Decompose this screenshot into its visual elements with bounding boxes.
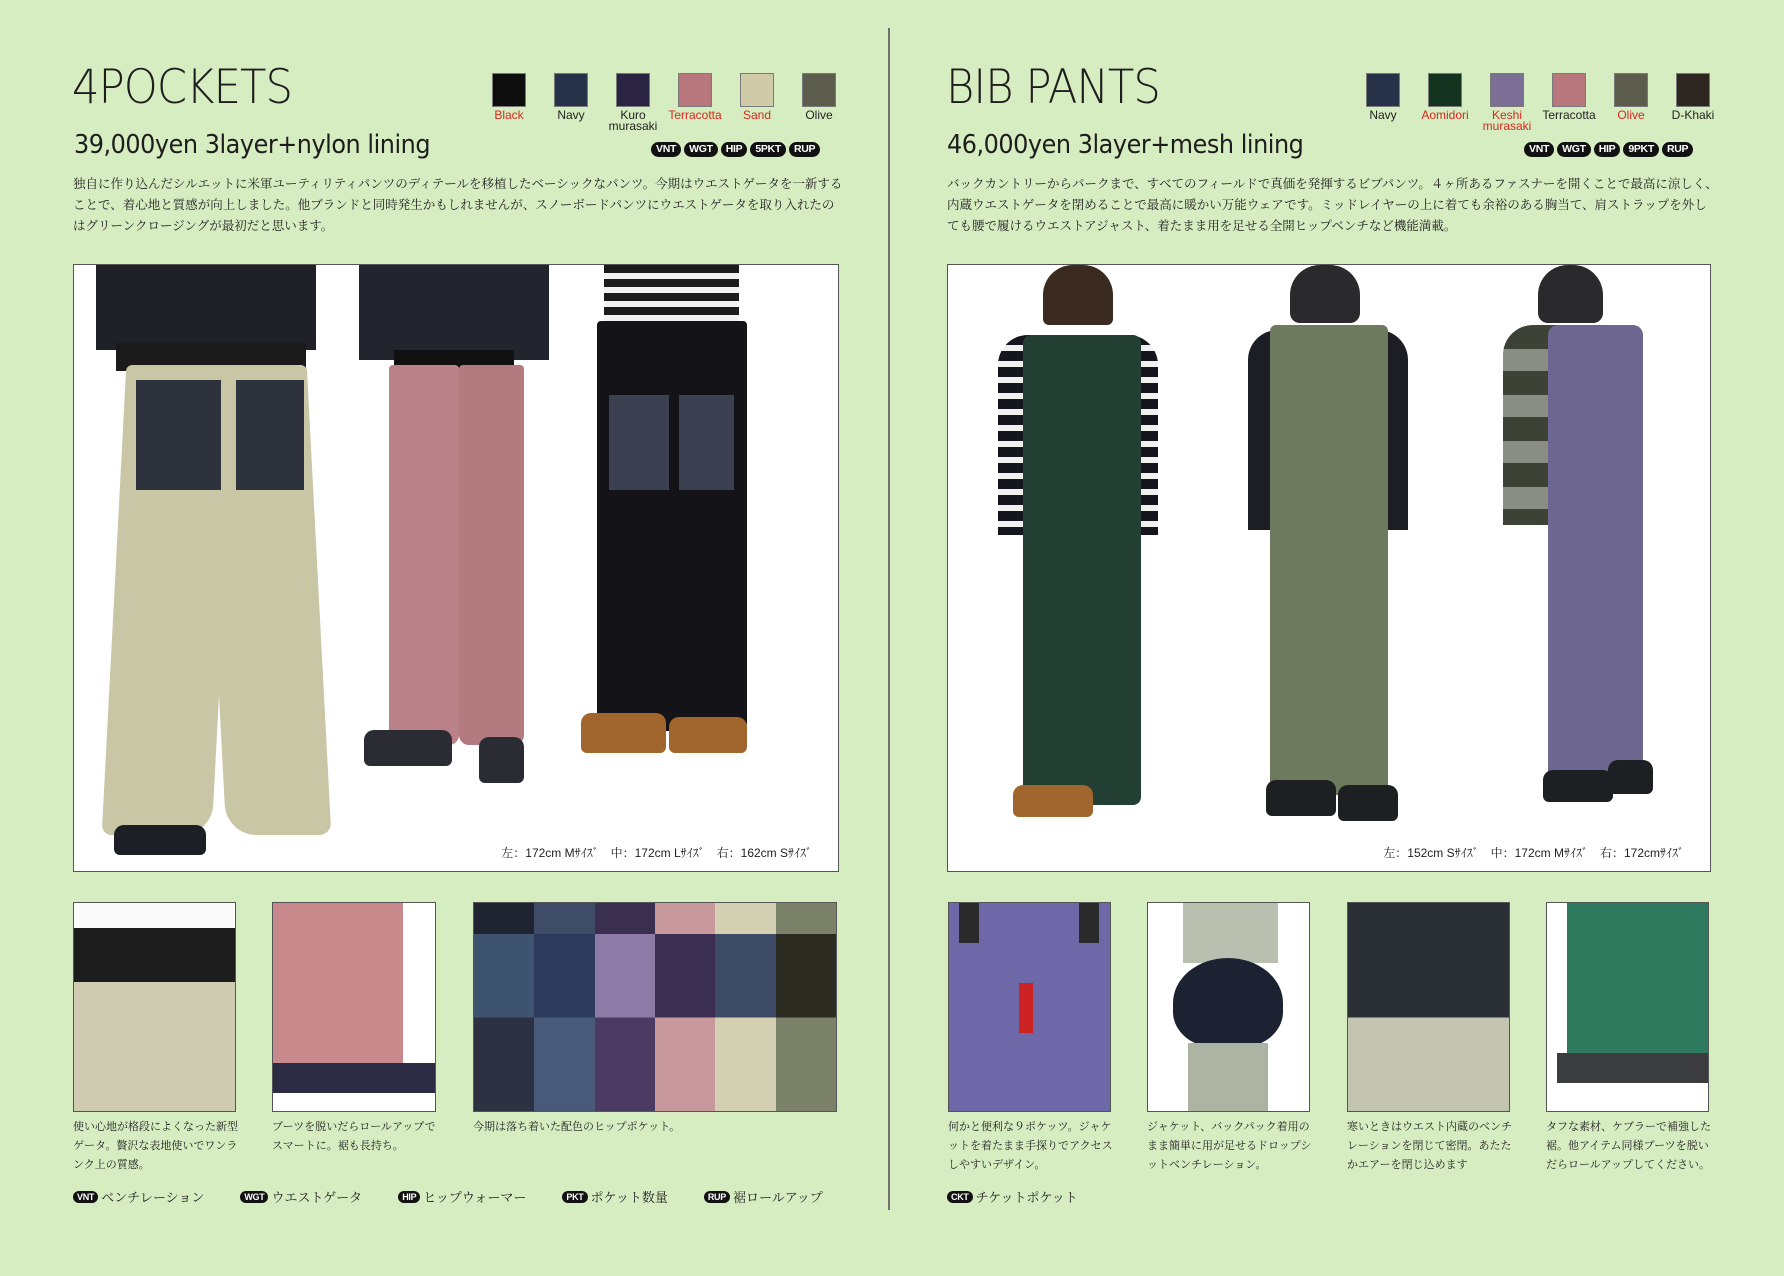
color-name [608, 110, 658, 132]
color-name: Olive [805, 108, 833, 122]
legend-item [398, 1187, 526, 1206]
thumb-nine-pockets [948, 902, 1111, 1112]
color-swatch [788, 73, 850, 132]
color-chip [1366, 73, 1400, 107]
color-name: Sand [742, 108, 772, 122]
color-chip [1676, 73, 1710, 107]
feature-badge: RUP [1662, 142, 1693, 157]
thumb-caption: 今期は落ち着いた配色のヒップポケット。 [473, 1121, 681, 1133]
pocket-sample [595, 903, 655, 1111]
hip-pocket [679, 395, 734, 490]
legend-item [947, 1187, 1078, 1206]
color-name: D-Khaki [1671, 108, 1715, 122]
strap [1079, 903, 1099, 943]
boot [364, 730, 452, 766]
legend-text: ポケット数量 [590, 1190, 668, 1205]
color-chip [1552, 73, 1586, 107]
model-size-caption: 左：152cm Sｻｲｽﾞ 中：172cm Mｻｲｽﾞ 右：172cmｻｲｽﾞ [1383, 846, 1684, 860]
legend-badge: RUP [704, 1191, 730, 1203]
model-black-pants [589, 265, 754, 785]
black-top [359, 265, 549, 360]
product-title: BIB PANTS [946, 60, 1160, 115]
color-chip [492, 73, 526, 107]
color-swatch [1662, 73, 1724, 132]
pant-leg-fabric [1567, 903, 1709, 1063]
legend-item [240, 1187, 362, 1206]
color-chip [616, 73, 650, 107]
color-chip [740, 73, 774, 107]
legend-text: 裾ロールアップ [732, 1190, 823, 1205]
color-chip [1428, 73, 1462, 107]
bib-body [1023, 335, 1141, 805]
tag [1019, 983, 1033, 1033]
thumb-waist-gaiter [73, 902, 236, 1112]
pocket-sample [776, 903, 836, 1111]
color-swatch [1352, 73, 1414, 132]
color-chip [802, 73, 836, 107]
color-name-line: Keshi [1491, 108, 1523, 122]
boot [479, 737, 524, 783]
feature-badge: VNT [1524, 142, 1554, 157]
hip-pocket [236, 380, 304, 490]
legend-badge: HIP [398, 1191, 420, 1203]
legend-item [704, 1187, 823, 1206]
color-chip [554, 73, 588, 107]
pocket-sample [715, 903, 775, 1111]
color-swatch [726, 73, 788, 132]
color-swatch [1414, 73, 1476, 132]
color-name: Aomidori [1421, 108, 1469, 122]
thumb-caption: ジャケット、バックパック着用のまま簡単に用が足せるドロップシットベンチレーション。 [1147, 1121, 1312, 1171]
thumb-caption: ブーツを脱いだらロールアップでスマートに。裾も長持ち。 [272, 1121, 436, 1152]
beanie [1290, 265, 1360, 323]
color-name: Navy [1369, 108, 1397, 122]
kevlar-hem [1557, 1053, 1709, 1083]
thumb-caption: タフな素材、ケブラーで補強した裾。他アイテム同様ブーツを脱いだらロールアップしてください。 [1546, 1121, 1711, 1171]
boot [1608, 760, 1653, 794]
thumb-inner-vent [1347, 902, 1510, 1112]
boot [114, 825, 206, 855]
color-swatches [1352, 73, 1724, 132]
model-terracotta-pants [359, 265, 549, 785]
thumb-hip-pockets [473, 902, 837, 1112]
color-name-line: murasaki [608, 119, 658, 133]
feature-badge: HIP [1594, 142, 1621, 157]
color-swatch [1600, 73, 1662, 132]
right-page [892, 0, 1784, 1276]
boot [581, 713, 666, 753]
color-swatch [478, 73, 540, 132]
legend-badge: WGT [240, 1191, 268, 1203]
bib-body [1270, 325, 1388, 795]
pocket-sample [534, 903, 594, 1111]
thumb-roll-up [272, 902, 436, 1112]
badge-legend [947, 1187, 1114, 1206]
color-swatch [602, 73, 664, 132]
jacket [1183, 903, 1278, 963]
color-name: Terracotta [1542, 108, 1596, 122]
color-swatch [1538, 73, 1600, 132]
color-swatch [1476, 73, 1538, 132]
main-photo [73, 264, 839, 872]
pant-legs [1188, 1043, 1268, 1112]
main-photo [947, 264, 1711, 872]
color-name: Black [494, 108, 524, 122]
boot [1266, 780, 1336, 816]
legend-item [73, 1187, 204, 1206]
color-chip [1490, 73, 1524, 107]
legend-text: チケットポケット [975, 1190, 1078, 1205]
pant-leg [389, 365, 459, 745]
legend-badge: PKT [562, 1191, 587, 1203]
hip-pocket [136, 380, 221, 490]
model-olive-bib [1248, 265, 1408, 825]
thumb-caption: 寒いときはウエスト内蔵のベンチレーションを閉じて密閉。あたたかエアーを閉じ込めます [1347, 1121, 1512, 1171]
product-price-spec: 46,000yen 3layer+mesh lining [947, 130, 1304, 160]
product-price-spec: 39,000yen 3layer+nylon lining [74, 130, 431, 160]
boot [669, 717, 747, 753]
rolled-hem [273, 1063, 436, 1093]
boot [1338, 785, 1398, 821]
black-top [96, 265, 316, 350]
legend-badge: CKT [947, 1191, 973, 1203]
thumb-caption: 何かと便利な９ポケッツ。ジャケットを着たまま手探りでアクセスしやすいデザイン。 [948, 1121, 1113, 1171]
boot [1543, 770, 1613, 802]
legend-item [562, 1187, 667, 1206]
pant-body [597, 321, 747, 731]
feature-badges [651, 142, 820, 157]
feature-badge: RUP [789, 142, 820, 157]
legend-badge: VNT [73, 1191, 98, 1203]
color-name: Navy [557, 108, 585, 122]
product-description: 独自に作り込んだシルエットに米軍ユーティリティパンツのディテールを移植したベーシックなパンツ。今期はウエストゲータを一新することで、着心地と質感が向上しました。他ブランドと同時発生かもしれませんが、スノーボードパンツにウエストゲータを取り入れたのはグリーンクロージングが最初だと思います。 [73, 177, 843, 233]
beanie [1538, 265, 1603, 323]
color-name [1479, 110, 1535, 132]
strap [959, 903, 979, 943]
product-title: 4POCKETS [72, 60, 292, 115]
pocket-sample [474, 903, 534, 1111]
color-swatches [478, 73, 850, 132]
color-name-line: Kuro [620, 108, 646, 122]
hip-pocket [609, 395, 669, 490]
pocket-sample [655, 903, 715, 1111]
model-size-caption: 左：172cm Mｻｲｽﾞ 中：172cm Lｻｲｽﾞ 右：162cm Sｻｲｽﾞ [501, 846, 812, 860]
color-name: Olive [1617, 108, 1645, 122]
product-description: バックカントリーからパークまで、すべてのフィールドで真価を発揮するビブパンツ。４ヶ所あるファスナーを開くことで最高に涼しく、内蔵ウエストゲータを閉めることで最高に暖かい万能ウェアです。ミッドレイヤーの上に着ても余裕のある胸当て、肩ストラップを外しても腰で履けるウエストアジャスト、着たまま用を足せる全開ヒップベンチなど機能満載。 [947, 177, 1718, 233]
thumb-caption: 使い心地が格段によくなった新型ゲータ。贅沢な表地使いでワンランク上の質感。 [73, 1121, 238, 1171]
color-chip [678, 73, 712, 107]
model-sand-pants [86, 265, 316, 865]
color-chip [1614, 73, 1648, 107]
drop-seat-flap [1173, 958, 1283, 1048]
feature-badge: 5PKT [750, 142, 786, 157]
legend-text: ウエストゲータ [271, 1190, 363, 1205]
feature-badge: HIP [721, 142, 748, 157]
striped-top [604, 265, 739, 321]
legend-text: ベンチレーション [101, 1190, 205, 1205]
legend-text: ヒップウォーマー [423, 1190, 527, 1205]
feature-badge: WGT [684, 142, 718, 157]
feature-badge: WGT [1557, 142, 1591, 157]
feature-badges [1524, 142, 1693, 157]
color-name: Terracotta [668, 108, 722, 122]
pant-leg [459, 365, 524, 745]
bib-body [1548, 325, 1643, 785]
color-name-line: murasaki [1482, 119, 1532, 133]
model-purple-bib [1503, 265, 1653, 825]
feature-badge: VNT [651, 142, 681, 157]
thumb-kevlar-hem [1546, 902, 1709, 1112]
badge-legend [73, 1187, 859, 1206]
hair [1043, 265, 1113, 325]
color-swatch [664, 73, 726, 132]
color-swatch [540, 73, 602, 132]
boot [1013, 785, 1093, 817]
feature-badge: 9PKT [1623, 142, 1659, 157]
model-green-bib [998, 265, 1158, 825]
thumb-drop-seat [1147, 902, 1310, 1112]
